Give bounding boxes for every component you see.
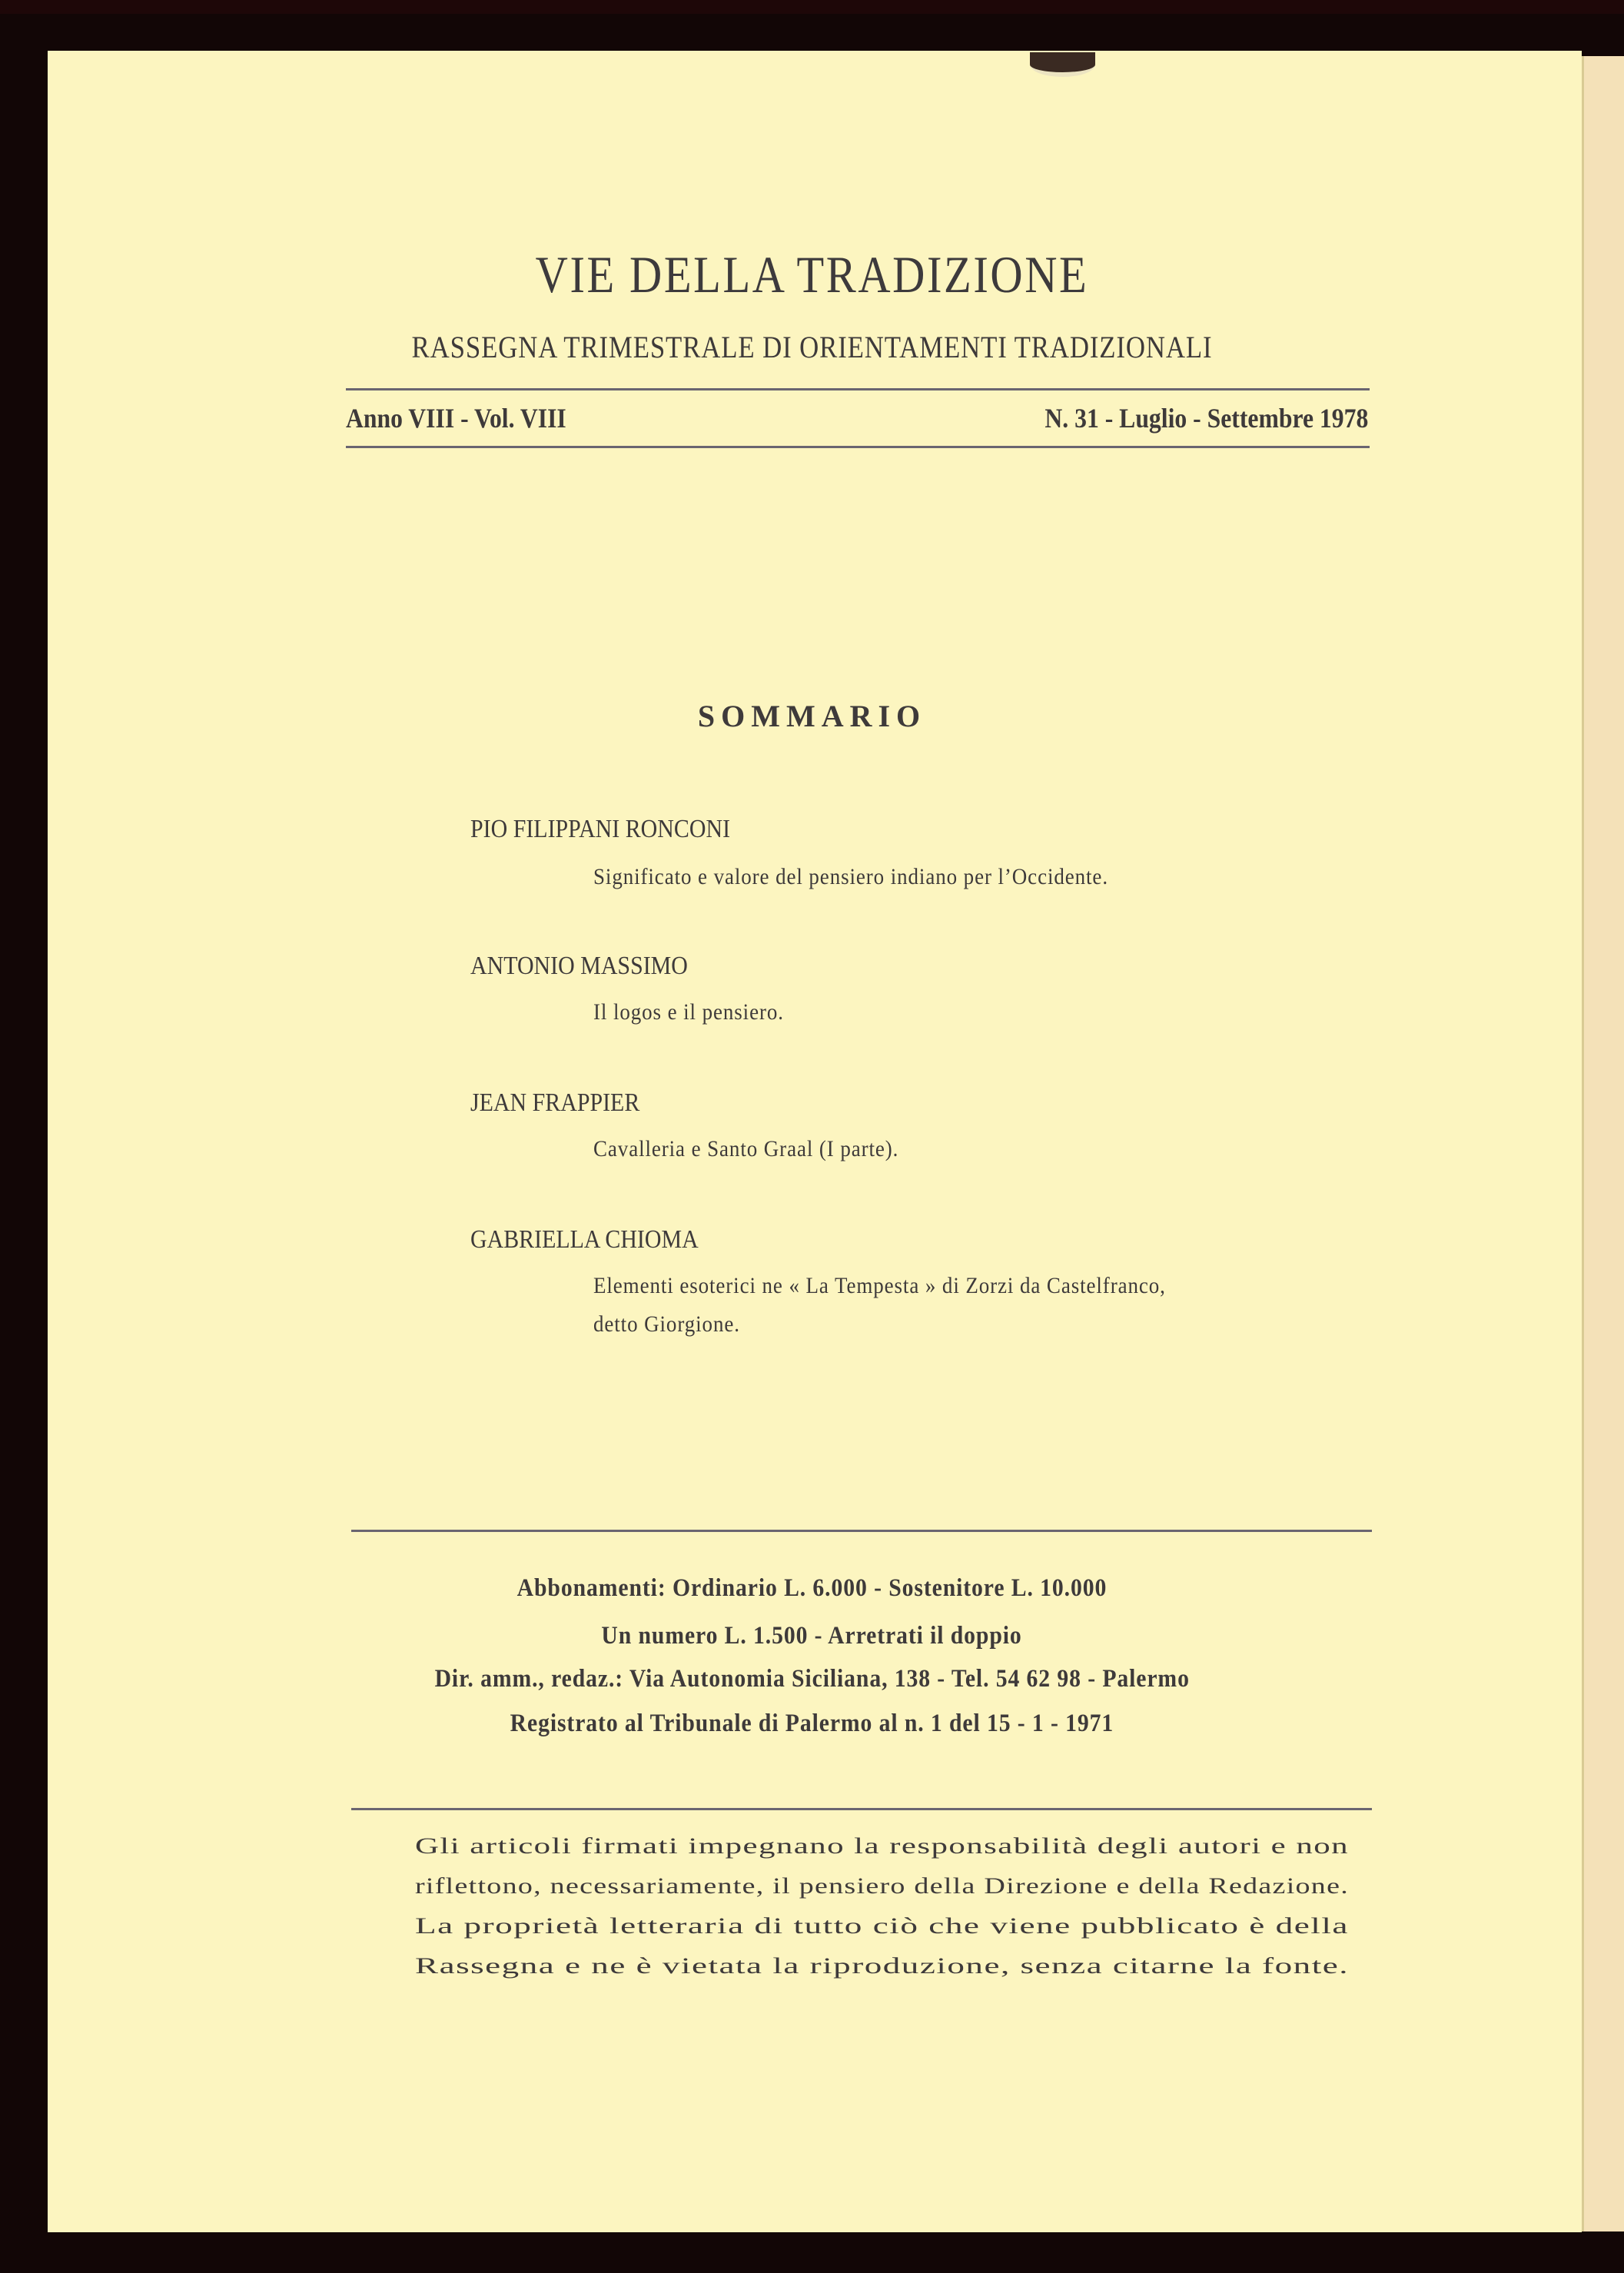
- toc-article-title: Il logos e il pensiero.: [593, 999, 784, 1025]
- masthead-rule-top: [346, 388, 1370, 390]
- disclaimer-line: Rassegna e ne è vietata la riproduzione, senza citarne la fonte.: [415, 1953, 1349, 1979]
- volume-info: Anno VIII - Vol. VIII: [346, 403, 566, 434]
- masthead-rule-bottom: [346, 446, 1370, 448]
- toc-author: GABRIELLA CHIOMA: [470, 1225, 699, 1254]
- toc-article-title: Cavalleria e Santo Graal (I parte).: [593, 1136, 899, 1161]
- toc-author: PIO FILIPPANI RONCONI: [470, 815, 731, 843]
- next-page-edge: [1582, 56, 1624, 2231]
- info-rule: [351, 1530, 1372, 1532]
- single-issue-price: Un numero L. 1.500 - Arretrati il doppio: [601, 1622, 1023, 1650]
- disclaimer-line: Gli articoli firmati impegnano la responsabilità degli autori e non: [415, 1833, 1349, 1859]
- toc-article-title: Significato e valore del pensiero indiano per l’Occidente.: [593, 864, 1108, 889]
- editorial-address: Dir. amm., redaz.: Via Autonomia Siciliana, 138 - Tel. 54 62 98 - Palermo: [434, 1665, 1190, 1693]
- toc-article-title-cont: detto Giorgione.: [593, 1311, 740, 1337]
- toc-author: ANTONIO MASSIMO: [470, 952, 688, 980]
- disclaimer-line: riflettono, necessariamente, il pensiero della Direzione e della Redazione.: [415, 1873, 1349, 1899]
- scan-border-top: [0, 0, 1624, 14]
- toc-article-title: Elementi esoterici ne « La Tempesta » di Zorzi da Castelfranco,: [593, 1273, 1166, 1298]
- toc-author: JEAN FRAPPIER: [470, 1088, 640, 1117]
- page-notch: [1030, 52, 1095, 77]
- subscription-prices: Abbonamenti: Ordinario L. 6.000 - Sostenitore L. 10.000: [516, 1574, 1108, 1602]
- journal-subtitle: RASSEGNA TRIMESTRALE DI ORIENTAMENTI TRADIZIONALI: [411, 330, 1213, 364]
- disclaimer-line: La proprietà letteraria di tutto ciò che viene pubblicato è della: [415, 1913, 1349, 1939]
- issue-date: N. 31 - Luglio - Settembre 1978: [1044, 403, 1368, 434]
- journal-title: VIE DELLA TRADIZIONE: [535, 245, 1089, 304]
- sommario-heading: SOMMARIO: [697, 699, 927, 733]
- registration-info: Registrato al Tribunale di Palermo al n. 1 del 15 - 1 - 1971: [510, 1710, 1114, 1737]
- disclaimer-rule: [351, 1808, 1372, 1810]
